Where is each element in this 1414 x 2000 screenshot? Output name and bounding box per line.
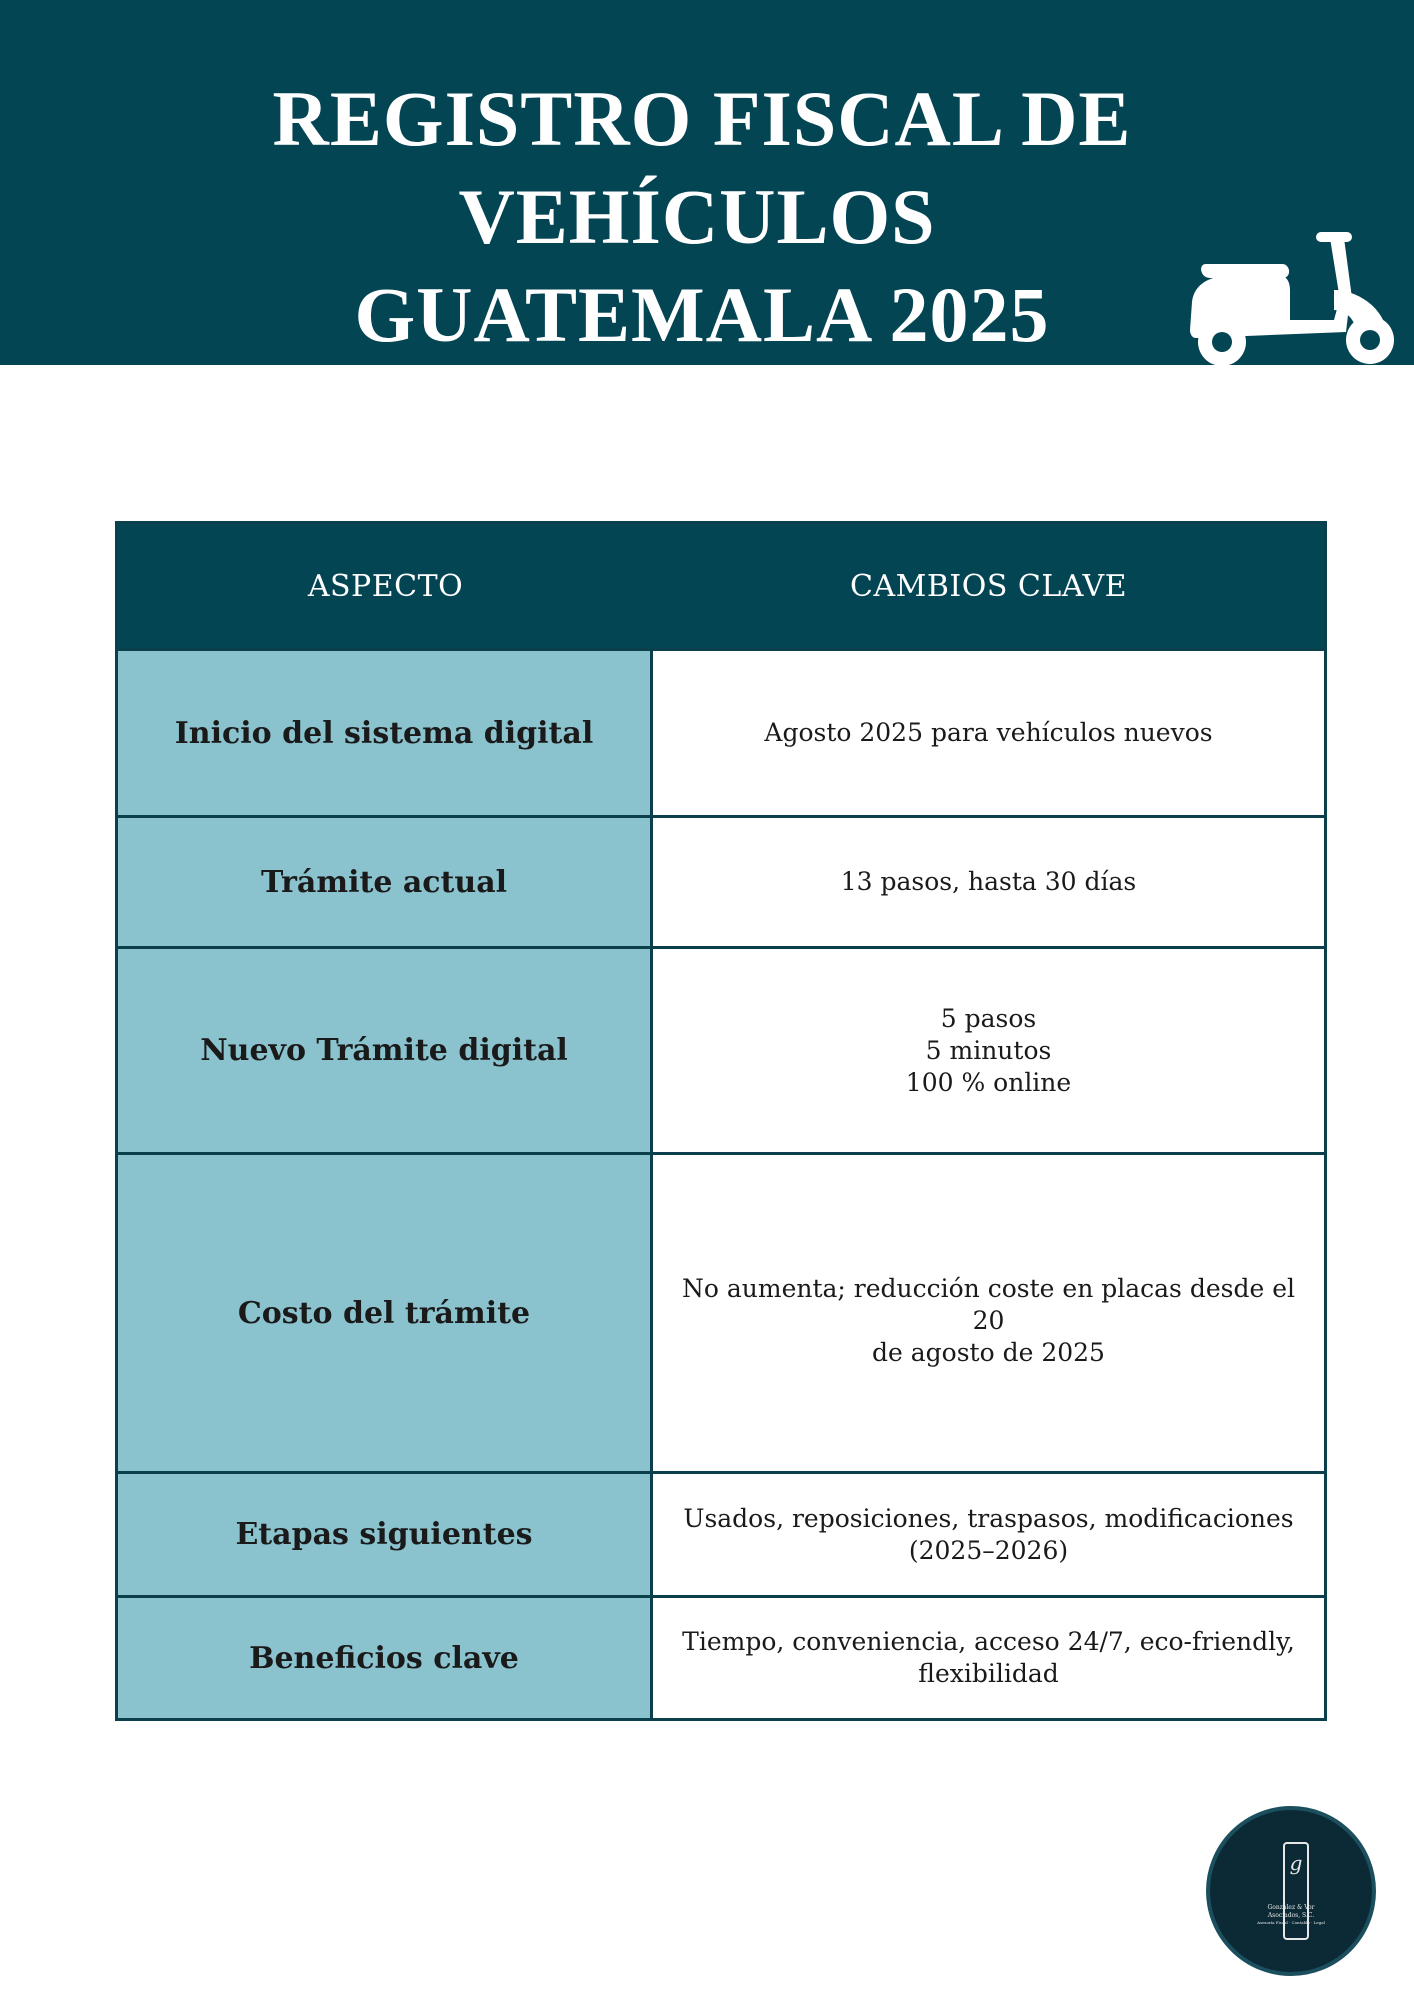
changes-cell [653,1474,1324,1595]
header-aspecto: ASPECTO [307,568,464,604]
logo-text [1220,1904,1362,1926]
changes-line: 5 pasos [940,1003,1037,1033]
changes-cell [653,818,1324,946]
changes-line: Tiempo, conveniencia, acceso 24/7, eco-friendly, [682,1627,1295,1656]
changes-line: Agosto 2025 para vehículos nuevos [764,718,1213,747]
table-row [118,949,1324,1155]
scooter-icon [1184,228,1394,368]
aspect-cell: Nuevo Trámite digital [118,949,653,1152]
changes-line: flexibilidad [918,1659,1059,1688]
changes-line: 5 minutos [925,1035,1052,1065]
summary-table [115,521,1327,1721]
logo-line: Asociados, S.C. [1267,1912,1315,1919]
logo-line: González & Vor [1267,1904,1315,1911]
company-logo [1206,1806,1376,1976]
table-row [118,818,1324,949]
logo-tagline: Asesoría Fiscal · Contable · Legal [1257,1920,1325,1925]
title-line-2: VEHÍCULOS [458,173,936,260]
table-row [118,651,1324,818]
changes-line: No aumenta; reducción coste en placas desde el 20 [681,1274,1295,1335]
aspect-cell: Costo del trámite [118,1155,653,1471]
table-row [118,1598,1324,1718]
header-cambios-clave: CAMBIOS CLAVE [849,568,1128,604]
title-line-3: GUATEMALA 2025 [354,271,1050,358]
table-row [118,1155,1324,1474]
aspect-cell: Trámite actual [118,818,653,946]
aspect-cell: Inicio del sistema digital [118,651,653,815]
changes-line: de agosto de 2025 [872,1338,1105,1367]
changes-line: 100 % online [905,1067,1072,1097]
changes-line: (2025–2026) [908,1535,1069,1565]
table-header [118,524,1324,651]
changes-cell [653,1155,1324,1471]
table-row [118,1474,1324,1598]
aspect-cell: Etapas siguientes [118,1474,653,1595]
title-line-1: REGISTRO FISCAL DE [272,75,1132,162]
aspect-cell: Beneficios clave [118,1598,653,1718]
changes-cell [653,1598,1324,1718]
logo-mark: g [1289,1851,1303,1875]
changes-cell [653,949,1324,1152]
changes-line: Usados, reposiciones, traspasos, modificaciones [683,1503,1294,1533]
changes-line: 13 pasos, hasta 30 días [840,867,1137,896]
changes-cell [653,651,1324,815]
